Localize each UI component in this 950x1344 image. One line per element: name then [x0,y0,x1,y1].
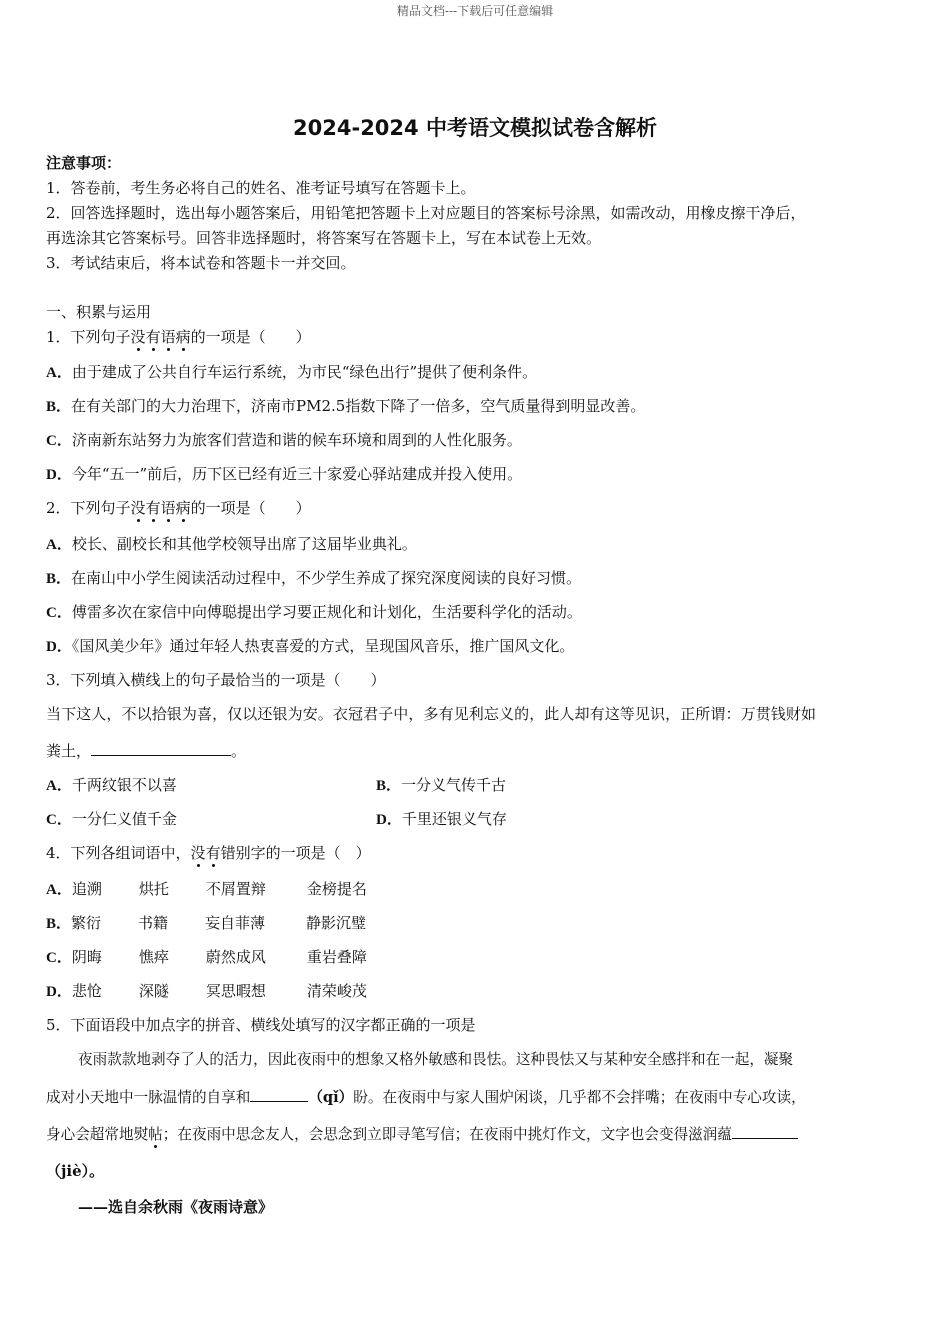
question-4-option-d [46,980,367,1001]
dotted-char: 病 [175,328,191,346]
option-letter: B． [46,399,72,415]
option-word: 重岩叠障 [306,948,367,966]
pinyin-hint: （qǐ） [308,1089,354,1106]
question-5-passage-line [46,1123,798,1144]
question-4-option-b [46,912,366,933]
option-word: 悲怆 [71,982,102,1000]
option-word: 蔚然成风 [205,948,266,966]
question-3-passage: 当下这人，不以拾银为喜，仅以还银为安。衣冠君子中，多有见利忘义的，此人却有这等见识，正所谓：万贯钱财如 [46,705,817,723]
passage-source: ——选自余秋雨《夜雨诗意》 [78,1198,274,1216]
stem-pre: 2．下列句子 [46,499,131,517]
dotted-emphasis [131,328,191,346]
option-letter: A． [46,537,72,553]
option-text: 千里还银义气存 [401,810,507,828]
option-word: 追溯 [71,880,102,898]
passage-text: 成对小天地中一脉温情的自享和 [46,1089,251,1106]
option-text: 由于建成了公共自行车运行系统，为市民“绿色出行”提供了便利条件。 [71,363,538,381]
option-letter: D． [46,639,72,655]
question-5-stem: 5．下面语段中加点字的拼音、横线处填写的汉字都正确的一项是 [46,1016,476,1034]
stem-pre: 1．下列句子 [46,328,131,346]
passage-text: ；在夜雨中思念友人，会思念到立即寻笔写信；在夜雨中挑灯作文，文字也会变得滋润蕴 [162,1126,732,1143]
option-word: 静影沉璧 [306,914,367,932]
dotted-char: 语 [160,499,176,517]
question-1-option-a [46,361,537,382]
dotted-emphasis [131,499,191,517]
option-word: 冥思暇想 [205,982,266,1000]
question-5-passage-line: （jiè）。 [46,1162,105,1180]
dotted-char: 没 [190,844,206,862]
question-3-passage-end [46,740,246,761]
question-4-option-a [46,878,367,899]
option-letter: C． [46,433,72,449]
option-word: 不屑置辩 [205,880,266,898]
dotted-char: 有 [145,328,161,346]
option-letter: A． [46,778,72,794]
option-letter: A． [46,882,72,898]
question-2-option-d [46,635,574,656]
dotted-char: 没 [130,499,146,517]
passage-text: 盼。在夜雨中与家人围炉闲谈，几乎都不会拌嘴；在夜雨中专心攻读， [353,1089,806,1106]
dotted-char: 有 [145,499,161,517]
option-text: 济南新东站努力为旅客们营造和谐的候车环境和周到的人性化服务。 [71,431,522,449]
passage-text: 。 [231,742,247,760]
dotted-char: 有 [205,844,221,862]
option-text: 傅雷多次在家信中向傅聪提出学习要正规化和计划化，生活要科学化的活动。 [71,603,582,621]
option-word: 书籍 [138,914,169,932]
answer-blank[interactable] [732,1124,798,1139]
question-1-option-c [46,429,522,450]
dotted-char: 没 [130,328,146,346]
header-note: 精品文档---下载后可任意编辑 [396,4,554,18]
option-word: 深隧 [138,982,169,1000]
option-letter: B． [46,916,72,932]
stem-post: 错别字的一项是（ ） [220,844,371,862]
stem-post: 的一项是（ ） [190,499,311,517]
notice-item: 再选涂其它答案标号。回答非选择题时，将答案写在答题卡上，写在本试卷上无效。 [46,229,602,247]
page-title: 2024-2024 中考语文模拟试卷含解析 [293,116,657,140]
answer-blank[interactable] [250,1087,308,1102]
question-1-option-d [46,463,522,484]
question-3-option-d [376,808,507,829]
answer-blank[interactable] [91,741,231,756]
question-3-stem: 3．下列填入横线上的句子最恰当的一项是（ ） [46,671,386,689]
notice-item: 1．答卷前，考生务必将自己的姓名、准考证号填写在答题卡上。 [46,179,476,197]
question-5-passage-line [46,1086,806,1107]
notice-item: 3．考试结束后，将本试卷和答题卡一并交回。 [46,254,356,272]
question-2-stem [46,497,311,518]
question-3-option-c [46,808,177,829]
option-letter: C． [46,950,72,966]
question-1-option-b [46,395,645,416]
notice-heading: 注意事项： [46,154,122,172]
option-letter: B． [46,571,72,587]
dotted-char: 语 [160,328,176,346]
notice-item: 2．回答选择题时，选出每小题答案后，用铅笔把答题卡上对应题目的答案标号涂黑，如需改动，用橡皮擦干净后， [46,204,806,222]
question-3-option-b [376,774,506,795]
option-word: 妄自菲薄 [205,914,266,932]
option-word: 憔瘁 [138,948,169,966]
option-text: 千两纹银不以喜 [71,776,177,794]
option-word: 清荣峻茂 [306,982,367,1000]
option-text: 在有关部门的大力治理下，济南市PM2.5指数下降了一倍多，空气质量得到明显改善。 [71,397,646,415]
option-letter: B． [376,778,402,794]
stem-pre: 4．下列各组词语中， [46,844,191,862]
question-5-passage-line: 夜雨款款地剥夺了人的活力，因此夜雨中的想象又格外敏感和畏怯。这种畏怯又与某种安全感拌和在一起，凝聚 [78,1051,794,1068]
passage-text: 身心会超常地熨 [46,1126,149,1143]
passage-text: 粪土， [46,742,92,760]
question-4-option-c [46,946,367,967]
section-heading: 一、积累与运用 [46,303,152,321]
option-text: 校长、副校长和其他学校领导出席了这届毕业典礼。 [71,535,417,553]
option-text: 一分义气传千古 [401,776,507,794]
question-1-stem [46,326,311,347]
option-word: 烘托 [138,880,169,898]
option-word: 金榜提名 [306,880,367,898]
question-4-stem [46,842,371,863]
question-2-option-a [46,533,417,554]
question-3-option-a [46,774,177,795]
option-letter: D． [376,812,402,828]
question-2-option-b [46,567,581,588]
option-letter: D． [46,984,72,1000]
dotted-emphasis [191,844,221,862]
option-text: 《国风美少年》通过年轻人热衷喜爱的方式，呈现国风音乐，推广国风文化。 [71,637,575,655]
option-letter: D． [46,467,72,483]
dotted-char: 病 [175,499,191,517]
option-letter: A． [46,365,72,381]
option-text: 一分仁义值千金 [71,810,177,828]
stem-post: 的一项是（ ） [190,328,311,346]
option-word: 繁衍 [71,914,102,932]
option-word: 阴晦 [71,948,102,966]
option-text: 今年“五一”前后，历下区已经有近三十家爱心驿站建成并投入使用。 [71,465,523,483]
option-letter: C． [46,812,72,828]
question-2-option-c [46,601,582,622]
dotted-char: 帖 [148,1126,163,1143]
option-letter: C． [46,605,72,621]
option-text: 在南山中小学生阅读活动过程中，不少学生养成了探究深度阅读的良好习惯。 [71,569,582,587]
